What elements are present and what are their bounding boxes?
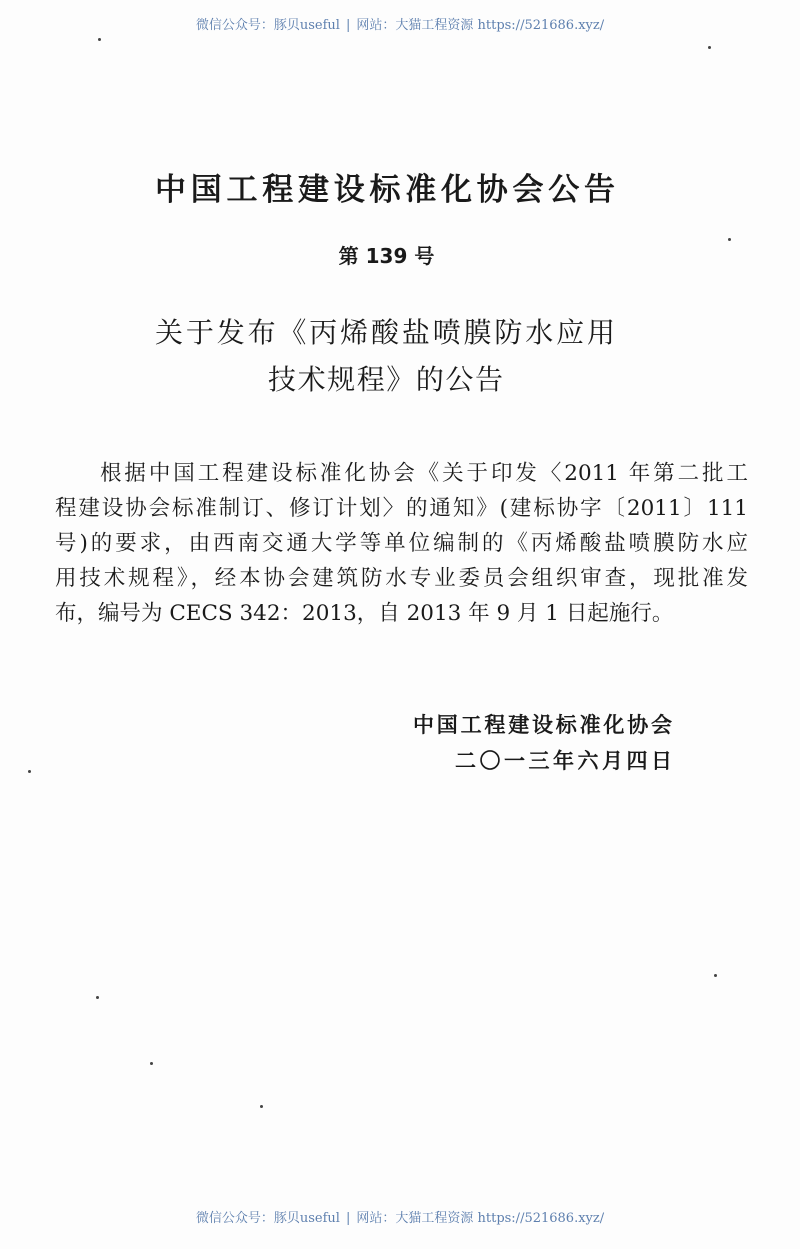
subtitle-line-2: 技术规程》的公告 <box>268 363 503 396</box>
watermark-website: 网站：大猫工程资源 https://521686.xyz/ <box>356 18 605 33</box>
header-watermark <box>0 14 800 33</box>
body-line: 根据中国工程建设标准化协会《关于印发〈2011 年第二批工 <box>100 461 748 486</box>
footer-watermark <box>0 1207 800 1226</box>
watermark-wechat: 微信公众号：豚贝useful <box>195 1211 340 1226</box>
scan-speck <box>96 996 99 999</box>
scan-speck <box>28 770 31 773</box>
body-line: 用技术规程》，经本协会建筑防水专业委员会组织审查，现批准发 <box>55 566 748 591</box>
scan-speck <box>260 1105 263 1108</box>
signature-date: 二〇一三年六月四日 <box>455 749 672 773</box>
body-line: 布，编号为 CECS 342：2013，自 2013 年 9 月 1 日起施行。 <box>55 601 674 626</box>
scan-speck <box>714 974 717 977</box>
scan-speck <box>98 38 101 41</box>
subtitle-line-1: 关于发布《丙烯酸盐喷膜防水应用 <box>155 316 615 349</box>
watermark-separator: | <box>345 1211 351 1226</box>
scan-speck <box>708 46 711 49</box>
body-line: 号)的要求，由西南交通大学等单位编制的《丙烯酸盐喷膜防水应 <box>55 531 748 556</box>
announcement-title: 中国工程建设标准化协会公告 <box>155 172 615 208</box>
signature-organization: 中国工程建设标准化协会 <box>413 713 672 737</box>
scan-speck <box>728 238 731 241</box>
watermark-wechat: 微信公众号：豚贝useful <box>195 18 340 33</box>
announcement-number: 第 139 号 <box>338 244 435 268</box>
watermark-website: 网站：大猫工程资源 https://521686.xyz/ <box>356 1211 605 1226</box>
scan-speck <box>150 1062 153 1065</box>
watermark-separator: | <box>345 18 351 33</box>
body-line: 程建设协会标准制订、修订计划〉的通知》(建标协字〔2011〕111 <box>55 496 748 521</box>
